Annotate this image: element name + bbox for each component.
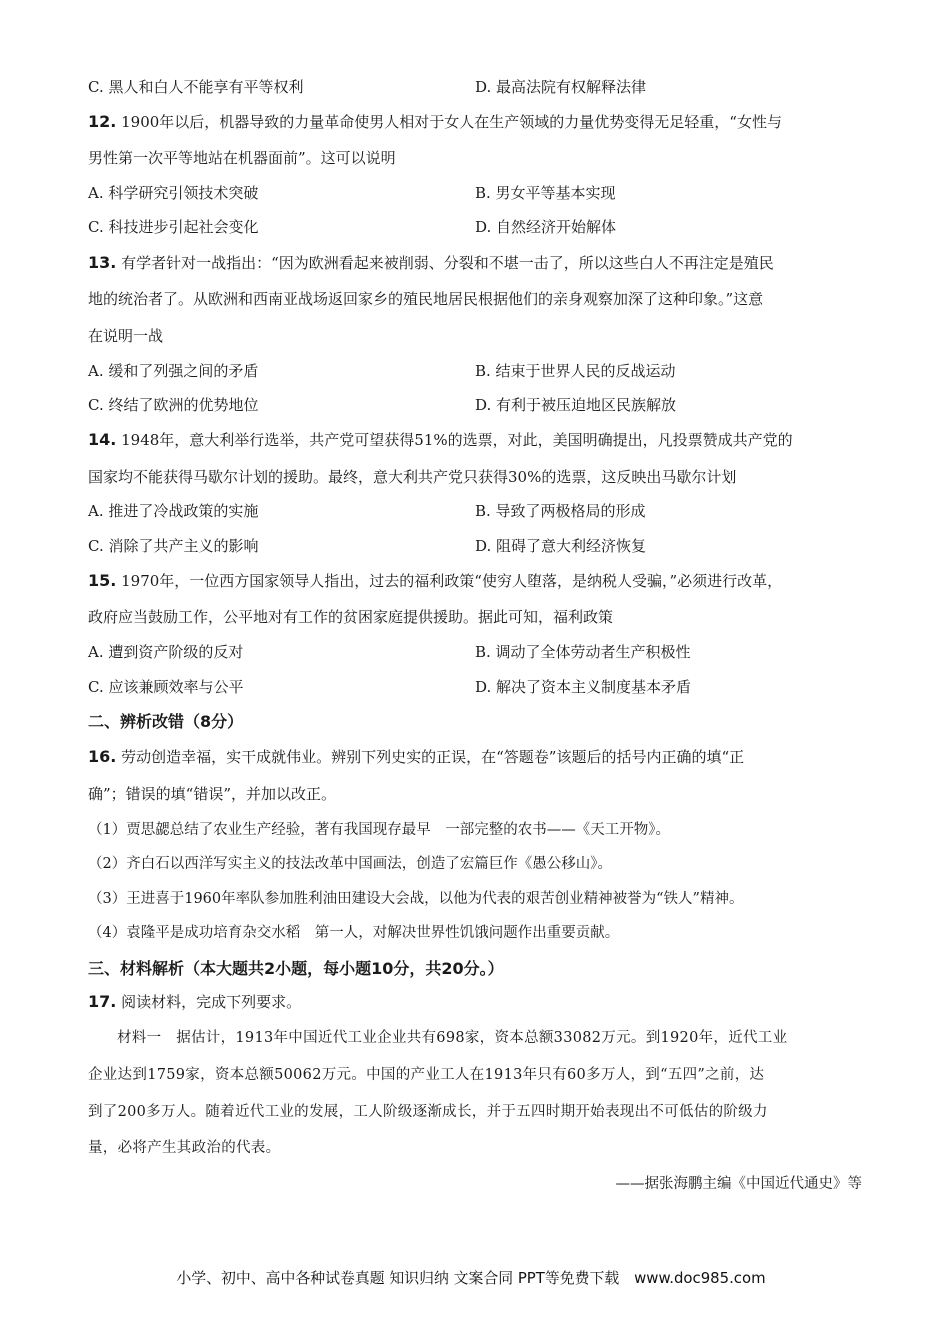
q13-option-c: C. 终结了欧洲的优势地位 <box>88 396 259 414</box>
q15-option-d: D. 解决了资本主义制度基本矛盾 <box>475 678 692 696</box>
q17-number: 17. <box>88 992 117 1011</box>
q16-stem-line-1 <box>88 747 744 767</box>
q14-stem-text-1: 1948年，意大利举行选举，共产党可望获得51%的选票，对此，美国明确提出，凡投票赞成共产党的 <box>116 431 793 449</box>
q15-stem-line-1 <box>88 571 782 591</box>
q16-item-1: （1）贾思勰总结了农业生产经验，著有我国现存最早 一部完整的农书——《天工开物》。 <box>88 822 670 838</box>
q14-option-a: A. 推进了冷战政策的实施 <box>88 502 259 520</box>
q17-material-1-source: ——据张海鹏主编《中国近代通史》等 <box>615 1176 862 1192</box>
q17-material-1-line-3: 到了200多万人。随着近代工业的发展，工人阶级逐渐成长，并于五四时期开始表现出不可低估的阶级力 <box>88 1104 768 1120</box>
q15-stem-line-2: 政府应当鼓励工作，公平地对有工作的贫困家庭提供援助。据此可知，福利政策 <box>88 608 614 626</box>
q17-stem-line <box>88 992 301 1012</box>
q14-option-d: D. 阻碍了意大利经济恢复 <box>475 537 647 555</box>
q12-stem-text-1: 1900年以后，机器导致的力量革命使男人相对于女人在生产领域的力量优势变得无足轻重，“女性与 <box>116 113 782 131</box>
q17-stem-text: 阅读材料，完成下列要求。 <box>116 993 302 1011</box>
q16-stem-text-1: 劳动创造幸福，实干成就伟业。辨别下列史实的正误，在“答题卷”该题后的括号内正确的填“正 <box>116 748 745 766</box>
q15-number: 15. <box>88 571 117 590</box>
q13-option-b: B. 结束于世界人民的反战运动 <box>475 362 676 380</box>
q16-item-4: （4）袁隆平是成功培育杂交水稻 第一人，对解决世界性饥饿问题作出重要贡献。 <box>88 925 620 941</box>
q14-option-b: B. 导致了两极格局的形成 <box>475 502 646 520</box>
q13-stem-text-1: 有学者针对一战指出：“因为欧洲看起来被削弱、分裂和不堪一击了，所以这些白人不再注定是殖民 <box>116 254 774 272</box>
q12-option-a: A. 科学研究引领技术突破 <box>88 184 259 202</box>
q13-option-d: D. 有利于被压迫地区民族解放 <box>475 396 677 414</box>
q17-material-1-line-1: 材料一 据估计，1913年中国近代工业企业共有698家，资本总额33082万元。到1920年，近代工业 <box>117 1030 788 1046</box>
q12-stem-line-2: 男性第一次平等地站在机器面前”。这可以说明 <box>88 149 396 167</box>
q13-option-a: A. 缓和了列强之间的矛盾 <box>88 362 259 380</box>
q11-option-c: C. 黑人和白人不能享有平等权利 <box>88 78 304 96</box>
q16-item-3: （3）王进喜于1960年率队参加胜利油田建设大会战，以他为代表的艰苦创业精神被誉为“铁人”精神。 <box>88 891 744 907</box>
section-3-heading: 三、材料解析（本大题共2小题，每小题10分，共20分。） <box>88 959 504 978</box>
q13-stem-line-3: 在说明一战 <box>88 327 164 345</box>
q12-option-c: C. 科技进步引起社会变化 <box>88 218 259 236</box>
q12-number: 12. <box>88 112 117 131</box>
q13-stem-line-1 <box>88 253 774 273</box>
q16-item-2: （2）齐白石以西洋写实主义的技法改革中国画法，创造了宏篇巨作《愚公移山》。 <box>88 856 612 872</box>
q11-option-d: D. 最高法院有权解释法律 <box>475 78 647 96</box>
q17-material-1-line-2: 企业达到1759家，资本总额50062万元。中国的产业工人在1913年只有60多万人，到“五四”之前，达 <box>88 1067 765 1083</box>
page-footer: 小学、初中、高中各种试卷真题 知识归纳 文案合同 PPT等免费下载 www.doc985.com <box>176 1269 766 1287</box>
q13-number: 13. <box>88 253 117 272</box>
q15-option-c: C. 应该兼顾效率与公平 <box>88 678 244 696</box>
q12-stem-line-1 <box>88 112 782 132</box>
q16-stem-line-2: 确”；错误的填“错误”，并加以改正。 <box>88 785 337 803</box>
section-2-heading: 二、辨析改错（8分） <box>88 712 244 731</box>
q14-option-c: C. 消除了共产主义的影响 <box>88 537 259 555</box>
q15-option-a: A. 遭到资产阶级的反对 <box>88 643 244 661</box>
q15-option-b: B. 调动了全体劳动者生产积极性 <box>475 643 691 661</box>
q13-stem-line-2: 地的统治者了。从欧洲和西南亚战场返回家乡的殖民地居民根据他们的亲身观察加深了这种印象。”这意 <box>88 290 764 308</box>
q14-number: 14. <box>88 430 117 449</box>
q16-number: 16. <box>88 747 117 766</box>
q15-stem-text-1: 1970年，一位西方国家领导人指出，过去的福利政策“使穷人堕落，是纳税人受骗，”必须进行改革， <box>116 572 783 590</box>
q12-option-d: D. 自然经济开始解体 <box>475 218 617 236</box>
q12-option-b: B. 男女平等基本实现 <box>475 184 616 202</box>
q14-stem-line-2: 国家均不能获得马歇尔计划的援助。最终，意大利共产党只获得30%的选票，这反映出马歇尔计划 <box>88 468 737 486</box>
q14-stem-line-1 <box>88 430 793 450</box>
q17-material-1-line-4: 量，必将产生其政治的代表。 <box>88 1140 281 1156</box>
